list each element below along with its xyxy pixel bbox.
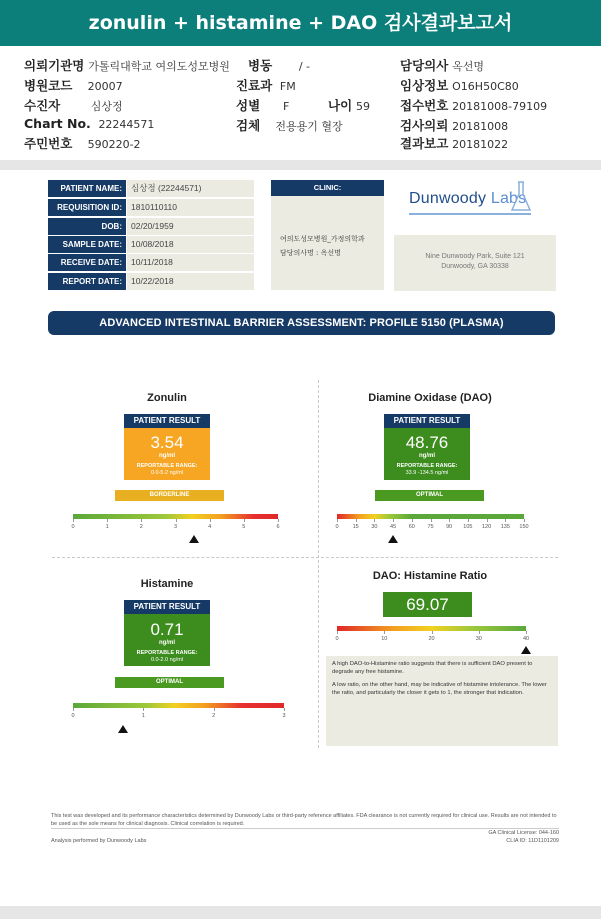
zonulin-title: Zonulin [147, 392, 187, 404]
patient-name-label: PATIENT NAME: [48, 180, 126, 197]
dao-scale-label: 90 [446, 524, 453, 530]
zonulin-scale-label: 5 [242, 524, 246, 530]
ratio-result-box [383, 592, 472, 617]
dao-scale-label: 105 [463, 524, 473, 530]
report-date-label: REPORT DATE: [48, 273, 126, 290]
zonulin-scale-tick [176, 519, 177, 522]
assessment-banner: ADVANCED INTESTINAL BARRIER ASSESSMENT: PROFILE 5150 (PLASMA) [48, 311, 555, 335]
lab-address-line-2: Dunwoody, GA 30338 [441, 263, 509, 270]
footer-license [420, 829, 559, 845]
dao-scale-label: 150 [519, 524, 529, 530]
dao-scale-tick [374, 519, 375, 522]
zonulin-result-label: PATIENT RESULT [124, 414, 210, 428]
zonulin-flag: BORDERLINE [115, 490, 224, 501]
footer-disclaimer: This test was developed and its performance characteristics determined by Dunwoody Labs or third-party reference affiliates. FDA clearance is not currently required for clinical use. Results are not intended to be used as the sole means for clinical diagnosis. Clinical correlation is required. [51, 813, 557, 827]
dao-scale-tick [524, 519, 525, 522]
histamine-scale-label: 3 [282, 713, 286, 719]
zonulin-scale-tick [107, 519, 108, 522]
hospital-code-field: 병원코드 20007 [24, 78, 123, 93]
ratio-note [326, 656, 558, 746]
zonulin-unit: ng/ml [159, 453, 175, 459]
doctor-field: 담당의사 옥선명 [400, 58, 485, 73]
dob-value: 02/20/1959 [127, 218, 254, 235]
logo-underline [409, 213, 531, 215]
result-report-field: 결과보고 20181022 [400, 136, 509, 151]
ratio-title: DAO: Histamine Ratio [372, 570, 488, 582]
dao-scale-label: 0 [335, 524, 339, 530]
dao-scale-label: 135 [500, 524, 510, 530]
lab-address [394, 235, 556, 291]
dao-range-label: REPORTABLE RANGE: [396, 463, 458, 469]
clia-id: CLIA ID: 11D1101209 [506, 838, 559, 844]
zonulin-scale-label: 1 [105, 524, 109, 530]
zonulin-range: 0.0-5.2 ng/ml [150, 470, 184, 476]
ratio-scale-label: 20 [428, 636, 435, 642]
histamine-result-label: PATIENT RESULT [124, 600, 210, 614]
dao-scale-tick [356, 519, 357, 522]
dao-scale-label: 60 [408, 524, 415, 530]
ratio-scale-tick [479, 631, 480, 634]
histamine-scale-label: 0 [71, 713, 75, 719]
clinic-label: CLINIC: [271, 180, 384, 196]
dao-scale-label: 120 [482, 524, 492, 530]
clinic-info [271, 196, 384, 290]
dao-scale-label: 30 [371, 524, 378, 530]
requisition-id-label: REQUISITION ID: [48, 199, 126, 216]
histamine-marker-icon [118, 725, 128, 733]
histamine-title: Histamine [140, 578, 194, 590]
resident-no-field: 주민번호 590220-2 [24, 136, 141, 151]
ratio-scale-tick [432, 631, 433, 634]
dao-scale-tick [431, 519, 432, 522]
lab-logo-sub: Labs [490, 190, 527, 207]
zonulin-scale-tick [210, 519, 211, 522]
histamine-range: 0.0-2.0 ng/ml [150, 657, 184, 663]
receipt-no-field: 접수번호 20181008-79109 [400, 98, 548, 113]
dao-scale-label: 15 [352, 524, 359, 530]
zonulin-scale-label: 2 [139, 524, 143, 530]
report-date-value: 10/22/2018 [127, 273, 254, 290]
histamine-unit: ng/ml [159, 640, 175, 646]
zonulin-scale-tick [141, 519, 142, 522]
dao-result-box [384, 428, 470, 480]
dob-label: DOB: [48, 218, 126, 235]
dao-scale-tick [468, 519, 469, 522]
histamine-range-label: REPORTABLE RANGE: [136, 650, 198, 656]
ward-field: 병동 / - [248, 58, 311, 73]
dao-scale-tick [505, 519, 506, 522]
ratio-scale-tick [337, 631, 338, 634]
histamine-scale-tick [214, 708, 215, 711]
section-separator [0, 160, 601, 170]
chart-no-field: Chart No. 22244571 [24, 116, 155, 131]
ratio-scale-tick [526, 631, 527, 634]
zonulin-scale-label: 3 [173, 524, 178, 530]
zonulin-result-box [124, 428, 210, 480]
specimen-field: 검체 전용용기 혈장 [236, 118, 343, 133]
zonulin-scale-label: 6 [276, 524, 280, 530]
histamine-value: 0.71 [150, 620, 184, 639]
dao-flag: OPTIMAL [375, 490, 484, 501]
histamine-flag: OPTIMAL [115, 677, 224, 688]
dao-title: Diamine Oxidase (DAO) [368, 392, 492, 404]
dao-scale-tick [393, 519, 394, 522]
flask-icon [510, 180, 532, 214]
dao-scale-tick [449, 519, 450, 522]
ratio-marker-icon [521, 646, 531, 654]
ga-license: GA Clinical License: 044-160 [488, 830, 559, 836]
clinic-line-2: 담당의사명 : 옥선명 [280, 249, 341, 257]
ratio-scale-tick [384, 631, 385, 634]
lab-address-line-1: Nine Dunwoody Park, Suite 121 [425, 253, 525, 260]
requisition-id-value: 1810110110 [127, 199, 254, 216]
histamine-scale-label: 1 [141, 713, 145, 719]
dao-unit: ng/ml [419, 453, 435, 459]
histamine-result-box [124, 614, 210, 666]
lab-logo [409, 190, 526, 208]
zonulin-scale-label: 0 [71, 524, 75, 530]
zonulin-marker-icon [189, 535, 199, 543]
sample-date-label: SAMPLE DATE: [48, 236, 126, 253]
test-request-field: 검사의뢰 20181008 [400, 118, 509, 133]
ratio-note-low: A low ratio, on the other hand, may be indicative of histamine intolerance. The lower the ratio, and particularly the closer it gets to 1, the stronger that indication. [332, 682, 547, 696]
institution-field: 의뢰기관명 가톨릭대학교 여의도성모병원 [24, 58, 230, 73]
footer-performed-by: Analysis performed by Dunwoody Labs [51, 838, 147, 844]
ratio-note-high: A high DAO-to-Histamine ratio suggests that there is sufficient DAO present to degrade any free histamine. [332, 661, 533, 675]
histamine-scale-tick [143, 708, 144, 711]
dao-result-label: PATIENT RESULT [384, 414, 470, 428]
histamine-scale-label: 2 [212, 713, 216, 719]
vertical-divider [318, 380, 319, 748]
ratio-scale-label: 10 [381, 636, 388, 642]
ratio-scale-label: 30 [475, 636, 482, 642]
horizontal-divider [52, 557, 558, 558]
ratio-value: 69.07 [406, 595, 449, 614]
dao-scale-label: 45 [390, 524, 397, 530]
ratio-scale-label: 0 [335, 636, 339, 642]
sample-date-value: 10/08/2018 [127, 236, 254, 253]
patient-name-value: 심상정 (22244571) [127, 180, 254, 197]
age-field: 나이 59 [328, 98, 370, 113]
clinic-line-1: 여의도성모병원_가정의학과 [280, 235, 365, 243]
zonulin-range-label: REPORTABLE RANGE: [136, 463, 198, 469]
patient-name-field: 수진자 심상정 [24, 98, 123, 113]
clinical-info-field: 임상정보 O16H50C80 [400, 78, 519, 93]
dao-range: 33.9 -134.5 ng/ml [405, 470, 449, 476]
receive-date-label: RECEIVE DATE: [48, 254, 126, 271]
receive-date-value: 10/11/2018 [127, 254, 254, 271]
report-title: zonulin + histamine + DAO 검사결과보고서 [0, 0, 601, 46]
histamine-scale-tick [284, 708, 285, 711]
sex-field: 성별 F [236, 98, 290, 113]
dao-value: 48.76 [405, 433, 449, 452]
lab-logo-main: Dunwoody [409, 190, 487, 207]
histamine-scale-bar [73, 703, 284, 708]
zonulin-scale-tick [278, 519, 279, 522]
histamine-scale-tick [73, 708, 74, 711]
dao-scale-tick [412, 519, 413, 522]
ratio-scale-label: 40 [522, 636, 530, 642]
department-field: 진료과 FM [236, 78, 296, 93]
zonulin-scale-label: 4 [208, 524, 212, 530]
dao-marker-icon [388, 535, 398, 543]
dao-scale-tick [487, 519, 488, 522]
zonulin-value: 3.54 [150, 433, 184, 452]
dao-scale-label: 75 [427, 524, 434, 530]
bottom-band [0, 906, 601, 919]
dao-scale-tick [337, 519, 338, 522]
zonulin-scale-tick [244, 519, 245, 522]
zonulin-scale-tick [73, 519, 74, 522]
